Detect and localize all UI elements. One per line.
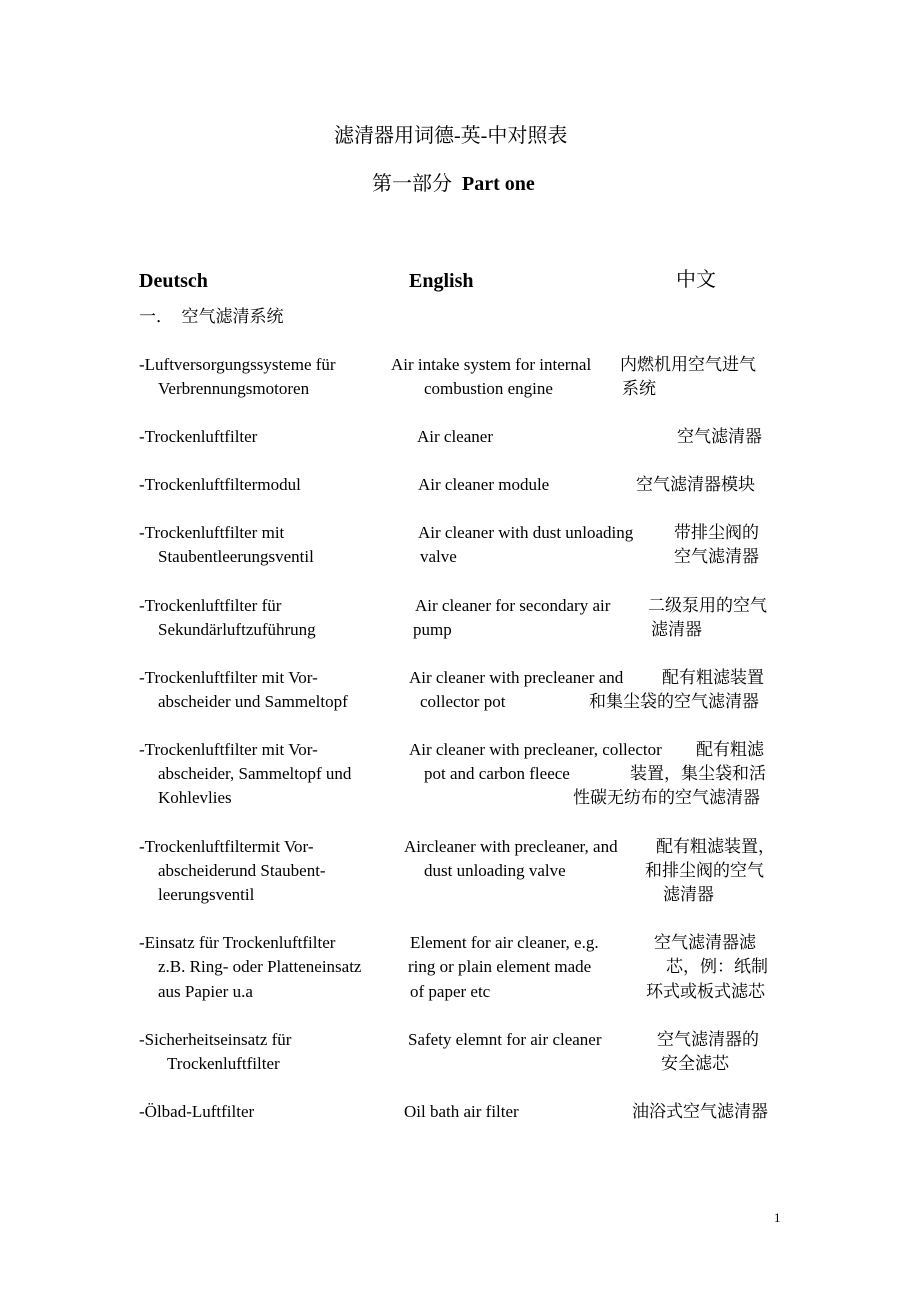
term-en: pot and carbon fleece [424, 764, 570, 783]
term-en: Safety elemnt for air cleaner [408, 1030, 602, 1049]
term-de: Sekundärluftzuführung [158, 620, 316, 639]
term-de: -Trockenluftfilter mit Vor- [139, 740, 318, 759]
term-de: Verbrennungsmotoren [158, 379, 310, 398]
term-zh: 空气滤清器滤 [654, 933, 756, 952]
term-zh: 二级泵用的空气 [648, 596, 767, 615]
page-subtitle [372, 172, 535, 196]
term-de: -Luftversorgungssysteme für [139, 355, 336, 374]
term-en: dust unloading valve [424, 861, 566, 880]
term-en: Air intake system for internal [391, 355, 592, 374]
term-zh: 芯，例：纸制 [666, 957, 768, 976]
subtitle-zh: 第一部分 [372, 173, 452, 195]
term-en: Air cleaner with precleaner and [409, 668, 624, 687]
term-zh: 带排尘阀的 [674, 523, 759, 542]
term-en: Air cleaner [417, 427, 493, 446]
term-de: -Trockenluftfilter [139, 427, 258, 446]
term-de: z.B. Ring- oder Platteneinsatz [158, 957, 362, 976]
term-zh: 滤清器 [663, 885, 714, 904]
section-heading: 一． 空气滤清系统 [139, 307, 284, 326]
header-deutsch: Deutsch [139, 270, 208, 292]
term-zh: 滤清器 [651, 620, 702, 639]
term-zh: 环式或板式滤芯 [646, 982, 765, 1001]
term-zh: 配有粗滤 [696, 740, 764, 759]
term-de: -Trockenluftfilter mit [139, 523, 285, 542]
term-zh: 空气滤清器 [677, 427, 762, 446]
term-en: Oil bath air filter [404, 1102, 519, 1121]
term-en: valve [420, 547, 457, 566]
term-de: -Trockenluftfiltermodul [139, 475, 301, 494]
term-de: -Sicherheitseinsatz für [139, 1030, 292, 1049]
term-de: Staubentleerungsventil [158, 547, 314, 566]
page-title: 滤清器用词德-英-中对照表 [334, 125, 568, 147]
term-de: -Trockenluftfiltermit Vor- [139, 837, 314, 856]
term-en: Air cleaner with precleaner, collector [409, 740, 662, 759]
term-de: Trockenluftfilter [167, 1054, 280, 1073]
term-en: Air cleaner module [418, 475, 550, 494]
term-zh: 空气滤清器的 [657, 1030, 759, 1049]
term-zh: 和排尘阀的空气 [645, 861, 764, 880]
term-de: abscheiderund Staubent- [158, 861, 326, 880]
term-en: combustion engine [424, 379, 553, 398]
term-en: Aircleaner with precleaner, and [404, 837, 618, 856]
term-de: -Einsatz für Trockenluftfilter [139, 933, 336, 952]
term-en: ring or plain element made [408, 957, 592, 976]
term-zh: 配有粗滤装置， [656, 837, 775, 856]
term-en: Air cleaner for secondary air [415, 596, 611, 615]
term-zh: 配有粗滤装置 [662, 668, 764, 687]
term-en: Element for air cleaner, e.g. [410, 933, 599, 952]
term-de: aus Papier u.a [158, 982, 253, 1001]
term-zh: 装置，集尘袋和活 [630, 764, 766, 783]
term-de: abscheider, Sammeltopf und [158, 764, 352, 783]
term-zh: 内燃机用空气进气 [620, 355, 756, 374]
term-en: pump [413, 620, 452, 639]
page-number: 1 [774, 1210, 781, 1225]
term-zh: 安全滤芯 [661, 1054, 729, 1073]
term-zh: 系统 [622, 379, 656, 398]
term-de: -Trockenluftfilter mit Vor- [139, 668, 318, 687]
header-english: English [409, 270, 474, 292]
term-de: Kohlevlies [158, 788, 232, 807]
term-zh: 油浴式空气滤清器 [632, 1102, 768, 1121]
subtitle-en: Part one [462, 173, 535, 195]
header-chinese: 中文 [676, 269, 716, 291]
term-zh: 空气滤清器 [674, 547, 759, 566]
term-en: of paper etc [410, 982, 491, 1001]
term-zh: 性碳无纺布的空气滤清器 [573, 788, 760, 807]
term-en: Air cleaner with dust unloading [418, 523, 634, 542]
term-zh: 空气滤清器模块 [636, 475, 755, 494]
term-de: leerungsventil [158, 885, 255, 904]
term-de: abscheider und Sammeltopf [158, 692, 348, 711]
term-de: -Ölbad-Luftfilter [139, 1102, 255, 1121]
term-de: -Trockenluftfilter für [139, 596, 282, 615]
term-en: collector pot [420, 692, 506, 711]
term-zh: 和集尘袋的空气滤清器 [589, 692, 759, 711]
